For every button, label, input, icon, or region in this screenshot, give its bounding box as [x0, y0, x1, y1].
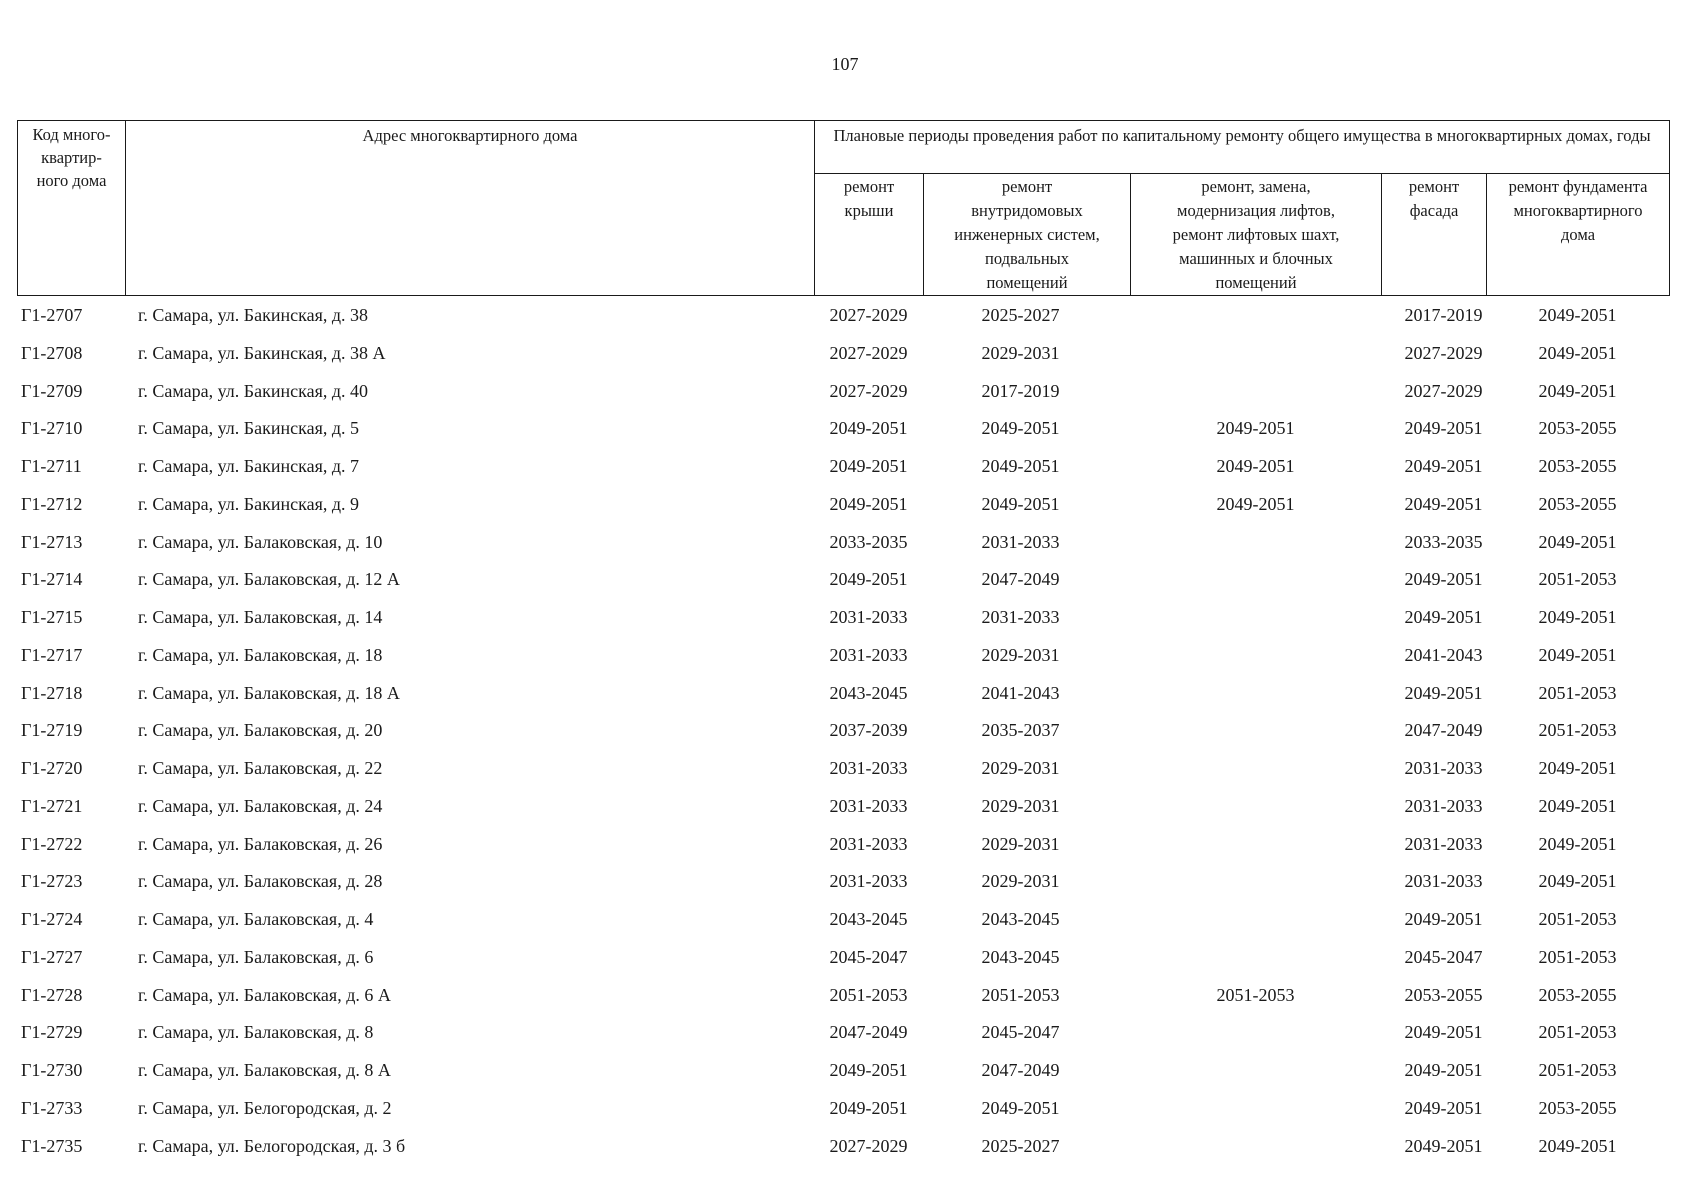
- cell-engineering: 2049-2051: [981, 493, 1060, 514]
- cell-address: г. Самара, ул. Балаковская, д. 18: [138, 644, 383, 665]
- table-row: [17, 829, 1669, 867]
- table-body: [17, 300, 1669, 1168]
- cell-engineering: 2029-2031: [981, 758, 1060, 778]
- cell-foundation: 2049-2051: [1538, 758, 1617, 778]
- cell-foundation: 2051-2053: [1538, 569, 1617, 590]
- cell-lifts: [1130, 753, 1381, 791]
- cell-address: г. Самара, ул. Балаковская, д. 20: [138, 720, 383, 741]
- cell-roof: 2037-2039: [829, 720, 908, 741]
- header-facade: ремонт фасада: [1382, 174, 1487, 296]
- cell-roof: 2031-2033: [829, 644, 908, 665]
- cell-lifts: [1130, 564, 1381, 602]
- header-engineering: ремонт внутридомовых инженерных систем, подвальных помещений: [924, 174, 1131, 296]
- cell-lifts: [1130, 1131, 1381, 1169]
- cell-code: Г1-2727: [21, 946, 83, 967]
- cell-facade: 2017-2019: [1404, 305, 1483, 325]
- cell-engineering: 2051-2053: [981, 984, 1060, 1005]
- cell-address: г. Самара, ул. Бакинская, д. 38: [138, 305, 369, 325]
- cell-facade: 2047-2049: [1404, 720, 1483, 741]
- cell-roof: 2033-2035: [829, 531, 908, 552]
- cell-code: Г1-2728: [21, 984, 83, 1005]
- cell-foundation: 2049-2051: [1538, 342, 1617, 363]
- cell-lifts: [1130, 338, 1381, 376]
- cell-facade: 2049-2051: [1404, 493, 1483, 514]
- table-row: [17, 1017, 1669, 1055]
- cell-lifts: 2049-2051: [1216, 493, 1295, 514]
- cell-facade: 2031-2033: [1404, 871, 1483, 892]
- cell-address: г. Самара, ул. Балаковская, д. 18 А: [138, 682, 400, 703]
- cell-foundation: 2051-2053: [1538, 909, 1617, 929]
- cell-engineering: 2043-2045: [981, 909, 1060, 929]
- cell-facade: 2049-2051: [1404, 1135, 1483, 1156]
- cell-facade: 2049-2051: [1404, 607, 1483, 627]
- cell-address: г. Самара, ул. Балаковская, д. 8: [138, 1022, 374, 1043]
- cell-foundation: 2051-2053: [1538, 682, 1617, 703]
- cell-engineering: 2047-2049: [981, 569, 1060, 590]
- cell-roof: 2043-2045: [829, 682, 908, 703]
- cell-facade: 2041-2043: [1404, 644, 1483, 665]
- cell-foundation: 2049-2051: [1538, 871, 1617, 892]
- cell-address: г. Самара, ул. Балаковская, д. 12 А: [138, 569, 400, 590]
- cell-roof: 2049-2051: [829, 1097, 908, 1118]
- cell-engineering: 2043-2045: [981, 946, 1060, 967]
- table-row: [17, 338, 1669, 376]
- cell-roof: 2049-2051: [829, 456, 908, 476]
- table-row: [17, 300, 1669, 338]
- cell-engineering: 2049-2051: [981, 1097, 1060, 1118]
- cell-code: Г1-2720: [21, 758, 83, 778]
- cell-foundation: 2049-2051: [1538, 1135, 1617, 1156]
- cell-address: г. Самара, ул. Белогородская, д. 2: [138, 1097, 392, 1118]
- cell-lifts: [1130, 1093, 1381, 1131]
- cell-code: Г1-2730: [21, 1060, 83, 1080]
- cell-code: Г1-2707: [21, 305, 83, 325]
- cell-facade: 2031-2033: [1404, 833, 1483, 854]
- cell-foundation: 2049-2051: [1538, 305, 1617, 325]
- cell-code: Г1-2729: [21, 1022, 83, 1043]
- cell-facade: 2049-2051: [1404, 1022, 1483, 1043]
- cell-address: г. Самара, ул. Балаковская, д. 8 А: [138, 1060, 391, 1080]
- cell-lifts: 2049-2051: [1216, 418, 1295, 439]
- cell-address: г. Самара, ул. Балаковская, д. 6: [138, 946, 374, 967]
- cell-facade: 2027-2029: [1404, 342, 1483, 363]
- cell-engineering: 2029-2031: [981, 871, 1060, 892]
- cell-foundation: 2049-2051: [1538, 795, 1617, 816]
- table-row: [17, 715, 1669, 753]
- cell-foundation: 2053-2055: [1538, 1097, 1617, 1118]
- cell-engineering: 2049-2051: [981, 418, 1060, 439]
- table-row: [17, 413, 1669, 451]
- cell-address: г. Самара, ул. Балаковская, д. 26: [138, 833, 383, 854]
- cell-lifts: [1130, 1017, 1381, 1055]
- cell-facade: 2033-2035: [1404, 531, 1483, 552]
- cell-facade: 2049-2051: [1404, 418, 1483, 439]
- cell-roof: 2027-2029: [829, 305, 908, 325]
- cell-engineering: 2025-2027: [981, 1135, 1060, 1156]
- cell-engineering: 2045-2047: [981, 1022, 1060, 1043]
- cell-foundation: 2049-2051: [1538, 380, 1617, 401]
- cell-code: Г1-2708: [21, 342, 83, 363]
- table-row: [17, 564, 1669, 602]
- table-row: [17, 527, 1669, 565]
- cell-facade: 2049-2051: [1404, 1097, 1483, 1118]
- header-periods-group: Плановые периоды проведения работ по капитальному ремонту общего имущества в многоквартирных домах, годы: [815, 121, 1670, 174]
- cell-lifts: 2049-2051: [1216, 456, 1295, 476]
- cell-address: г. Самара, ул. Балаковская, д. 24: [138, 795, 383, 816]
- table-row: [17, 1055, 1669, 1093]
- cell-lifts: [1130, 640, 1381, 678]
- table-row: [17, 1131, 1669, 1169]
- cell-lifts: [1130, 678, 1381, 716]
- page-number: 107: [831, 54, 859, 74]
- cell-engineering: 2029-2031: [981, 833, 1060, 854]
- cell-foundation: 2051-2053: [1538, 946, 1617, 967]
- cell-foundation: 2049-2051: [1538, 531, 1617, 552]
- cell-code: Г1-2723: [21, 871, 83, 892]
- cell-roof: 2027-2029: [829, 1135, 908, 1156]
- cell-facade: 2053-2055: [1404, 984, 1483, 1005]
- cell-lifts: [1130, 904, 1381, 942]
- cell-code: Г1-2713: [21, 531, 83, 552]
- header-lifts: ремонт, замена, модернизация лифтов, ремонт лифтовых шахт, машинных и блочных помещений: [1131, 174, 1382, 296]
- cell-roof: 2031-2033: [829, 607, 908, 627]
- table-row: [17, 376, 1669, 414]
- cell-engineering: 2047-2049: [981, 1060, 1060, 1080]
- cell-address: г. Самара, ул. Балаковская, д. 28: [138, 871, 383, 892]
- cell-foundation: 2051-2053: [1538, 720, 1617, 741]
- table-header: [17, 120, 1670, 296]
- cell-foundation: 2053-2055: [1538, 418, 1617, 439]
- cell-code: Г1-2712: [21, 493, 83, 514]
- cell-foundation: 2049-2051: [1538, 607, 1617, 627]
- cell-lifts: [1130, 942, 1381, 980]
- cell-roof: 2049-2051: [829, 569, 908, 590]
- cell-lifts: [1130, 602, 1381, 640]
- cell-address: г. Самара, ул. Балаковская, д. 14: [138, 607, 383, 627]
- cell-code: Г1-2711: [21, 456, 82, 476]
- cell-facade: 2049-2051: [1404, 682, 1483, 703]
- cell-address: г. Самара, ул. Бакинская, д. 7: [138, 456, 360, 476]
- cell-facade: 2027-2029: [1404, 380, 1483, 401]
- cell-address: г. Самара, ул. Балаковская, д. 4: [138, 909, 374, 929]
- cell-code: Г1-2721: [21, 795, 83, 816]
- cell-engineering: 2029-2031: [981, 795, 1060, 816]
- cell-engineering: 2031-2033: [981, 607, 1060, 627]
- cell-code: Г1-2709: [21, 380, 83, 401]
- cell-code: Г1-2715: [21, 607, 83, 627]
- cell-foundation: 2051-2053: [1538, 1022, 1617, 1043]
- cell-roof: 2049-2051: [829, 493, 908, 514]
- cell-engineering: 2017-2019: [981, 380, 1060, 401]
- cell-engineering: 2031-2033: [981, 531, 1060, 552]
- cell-code: Г1-2719: [21, 720, 83, 741]
- cell-facade: 2045-2047: [1404, 946, 1483, 967]
- header-foundation: ремонт фундамента многоквартирного дома: [1487, 174, 1670, 296]
- cell-code: Г1-2718: [21, 682, 83, 703]
- cell-roof: 2043-2045: [829, 909, 908, 929]
- cell-address: г. Самара, ул. Белогородская, д. 3 б: [138, 1135, 406, 1156]
- table-row: [17, 640, 1669, 678]
- table-rows: [17, 300, 1669, 1168]
- cell-engineering: 2041-2043: [981, 682, 1060, 703]
- cell-facade: 2031-2033: [1404, 795, 1483, 816]
- cell-lifts: [1130, 866, 1381, 904]
- header-code: Код много- квартир- ного дома: [18, 121, 126, 296]
- cell-code: Г1-2722: [21, 833, 83, 854]
- cell-facade: 2049-2051: [1404, 569, 1483, 590]
- cell-lifts: [1130, 527, 1381, 565]
- cell-roof: 2049-2051: [829, 418, 908, 439]
- table-row: [17, 942, 1669, 980]
- cell-foundation: 2051-2053: [1538, 1060, 1617, 1080]
- cell-foundation: 2053-2055: [1538, 984, 1617, 1005]
- cell-roof: 2051-2053: [829, 984, 908, 1005]
- cell-engineering: 2029-2031: [981, 342, 1060, 363]
- cell-foundation: 2049-2051: [1538, 833, 1617, 854]
- cell-roof: 2047-2049: [829, 1022, 908, 1043]
- cell-foundation: 2053-2055: [1538, 493, 1617, 514]
- cell-code: Г1-2735: [21, 1135, 83, 1156]
- cell-facade: 2049-2051: [1404, 1060, 1483, 1080]
- table-row: [17, 980, 1669, 1018]
- table-row: [17, 489, 1669, 527]
- cell-foundation: 2053-2055: [1538, 456, 1617, 476]
- cell-roof: 2049-2051: [829, 1060, 908, 1080]
- cell-engineering: 2035-2037: [981, 720, 1060, 741]
- table-row: [17, 791, 1669, 829]
- table-row: [17, 866, 1669, 904]
- cell-address: г. Самара, ул. Бакинская, д. 40: [138, 380, 369, 401]
- table-row: [17, 602, 1669, 640]
- table-row: [17, 451, 1669, 489]
- cell-engineering: 2029-2031: [981, 644, 1060, 665]
- cell-address: г. Самара, ул. Балаковская, д. 6 А: [138, 984, 391, 1005]
- cell-code: Г1-2714: [21, 569, 83, 590]
- header-roof: ремонт крыши: [815, 174, 924, 296]
- cell-address: г. Самара, ул. Бакинская, д. 9: [138, 493, 360, 514]
- cell-roof: 2027-2029: [829, 342, 908, 363]
- table-row: [17, 753, 1669, 791]
- cell-lifts: [1130, 1055, 1381, 1093]
- cell-lifts: [1130, 715, 1381, 753]
- cell-facade: 2049-2051: [1404, 909, 1483, 929]
- cell-roof: 2031-2033: [829, 833, 908, 854]
- cell-roof: 2031-2033: [829, 758, 908, 778]
- cell-address: г. Самара, ул. Балаковская, д. 10: [138, 531, 383, 552]
- cell-lifts: 2051-2053: [1216, 984, 1295, 1005]
- cell-code: Г1-2710: [21, 418, 83, 439]
- cell-engineering: 2025-2027: [981, 305, 1060, 325]
- cell-roof: 2031-2033: [829, 871, 908, 892]
- cell-engineering: 2049-2051: [981, 456, 1060, 476]
- cell-lifts: [1130, 829, 1381, 867]
- table-row: [17, 678, 1669, 716]
- cell-code: Г1-2724: [21, 909, 83, 929]
- header-address: Адрес многоквартирного дома: [126, 121, 815, 296]
- cell-facade: 2049-2051: [1404, 456, 1483, 476]
- cell-lifts: [1130, 300, 1381, 338]
- cell-lifts: [1130, 791, 1381, 829]
- cell-address: г. Самара, ул. Бакинская, д. 5: [138, 418, 360, 439]
- table-row: [17, 904, 1669, 942]
- cell-roof: 2027-2029: [829, 380, 908, 401]
- cell-roof: 2045-2047: [829, 946, 908, 967]
- cell-facade: 2031-2033: [1404, 758, 1483, 778]
- table-row: [17, 1093, 1669, 1131]
- cell-code: Г1-2717: [21, 644, 83, 665]
- cell-foundation: 2049-2051: [1538, 644, 1617, 665]
- cell-address: г. Самара, ул. Балаковская, д. 22: [138, 758, 383, 778]
- cell-code: Г1-2733: [21, 1097, 83, 1118]
- cell-roof: 2031-2033: [829, 795, 908, 816]
- cell-address: г. Самара, ул. Бакинская, д. 38 А: [138, 342, 386, 363]
- cell-lifts: [1130, 376, 1381, 414]
